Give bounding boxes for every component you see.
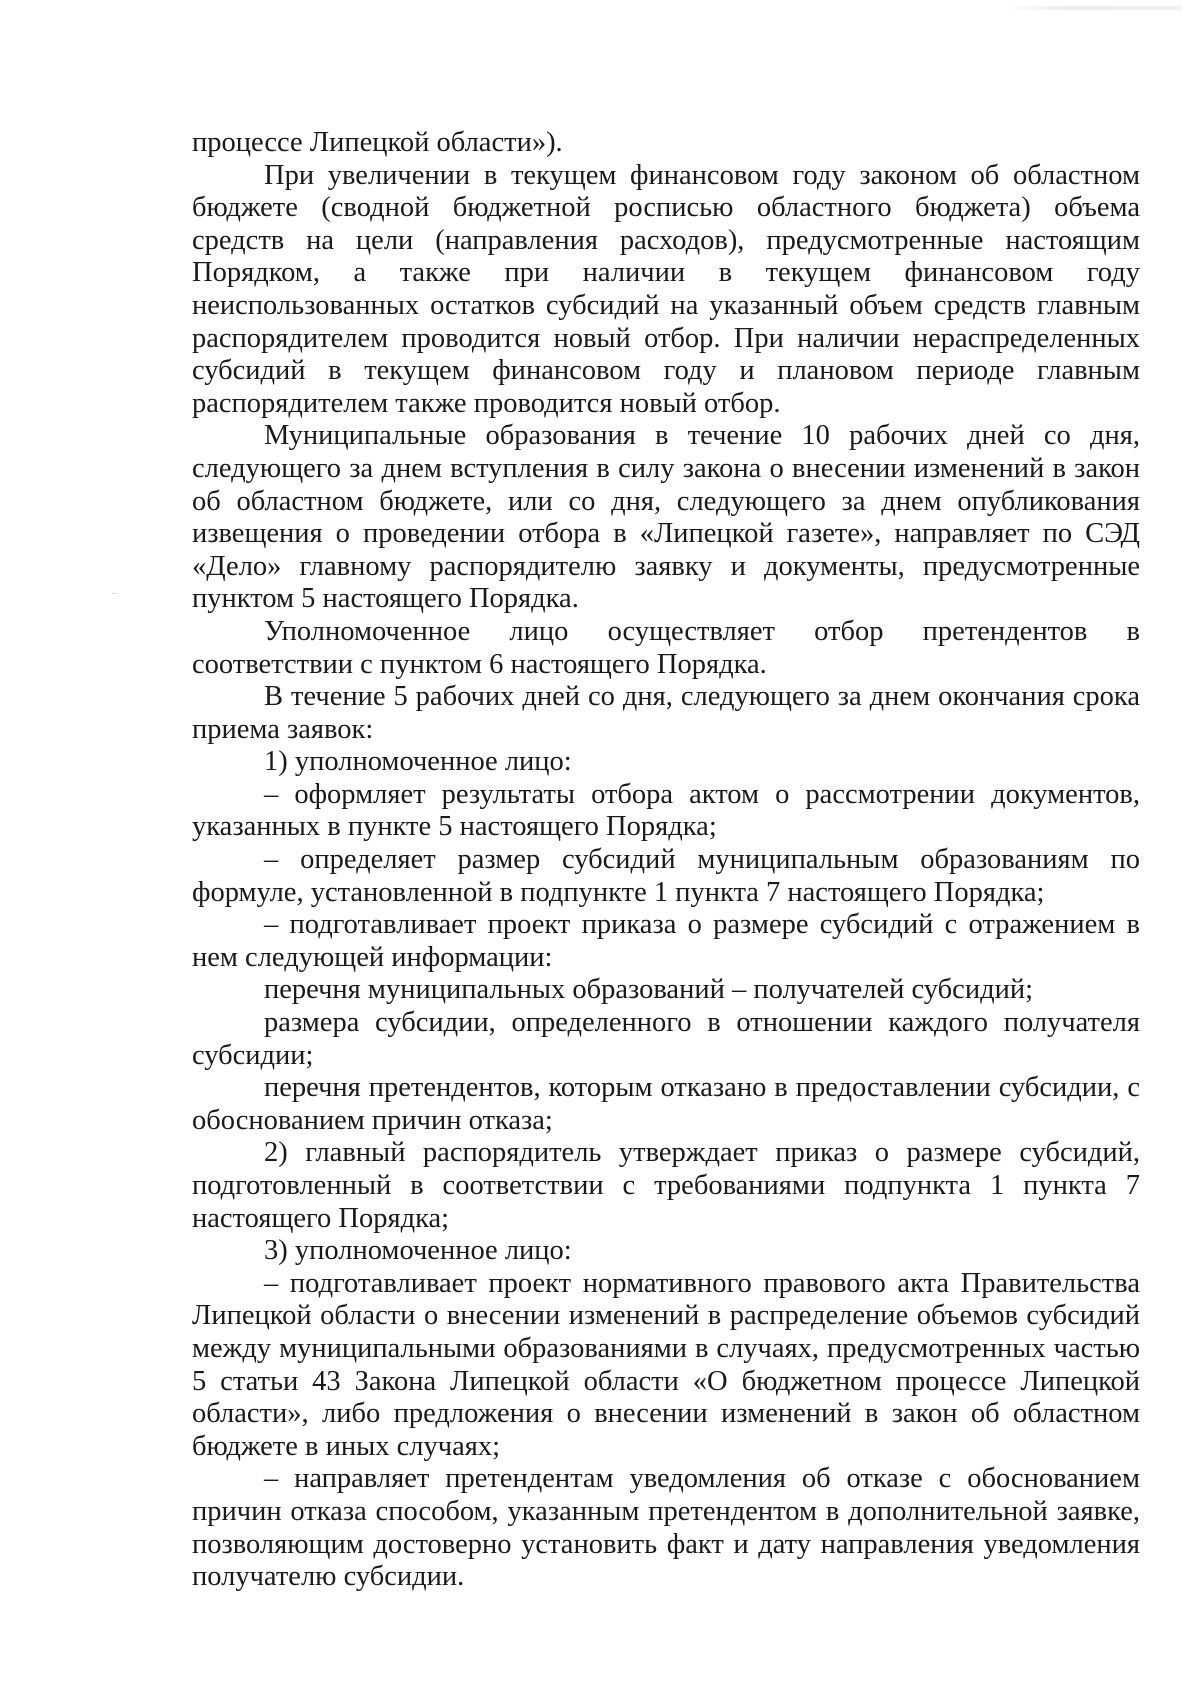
paragraph: – направляет претендентам уведомления об отказе с обоснованием причин отказа способом, указанным претендентом в дополнительной заявке, позволяющим достоверно установить факт и дату направления уведомления получателю субсидии. [192, 1463, 1140, 1593]
paragraph: – определяет размер субсидий муниципальным образованиям по формуле, установленной в подпункте 1 пункта 7 настоящего Порядка; [192, 844, 1140, 908]
paragraph: перечня претендентов, которым отказано в предоставлении субсидии, с обоснованием причин отказа; [192, 1072, 1140, 1136]
paragraph: В течение 5 рабочих дней со дня, следующего за днем окончания срока приема заявок: [192, 681, 1140, 745]
paragraph: При увеличении в текущем финансовом году законом об областном бюджете (сводной бюджетной росписью областного бюджета) объема средств на цели (направления расходов), предусмотренные настоящим Порядком, а также при наличии в текущем финансовом году неиспользованных остатков субсидий на указанный объем средств главным распорядителем проводится новый отбор. При наличии нераспределенных субсидий в текущем финансовом году и плановом периоде главным распорядителем также проводится новый отбор. [192, 159, 1140, 419]
paragraph: 2) главный распорядитель утверждает приказ о размере субсидий, подготовленный в соответствии с требованиями подпункта 1 пункта 7 настоящего Порядка; [192, 1137, 1140, 1234]
document-body [192, 127, 1140, 1594]
scan-artifact [1002, 6, 1182, 10]
paragraph: перечня муниципальных образований – получателей субсидий; [264, 974, 1033, 1006]
paragraph: 1) уполномоченное лицо: [264, 746, 572, 778]
paragraph: – оформляет результаты отбора актом о рассмотрении документов, указанных в пункте 5 настоящего Порядка; [192, 778, 1140, 843]
paragraph: размера субсидии, определенного в отношении каждого получателя субсидии; [192, 1007, 1140, 1071]
paragraph: 3) уполномоченное лицо: [264, 1235, 572, 1267]
paragraph: процессе Липецкой области»). [192, 127, 563, 158]
paragraph: Уполномоченное лицо осуществляет отбор претендентов в соответствии с пунктом 6 настоящего Порядка. [192, 615, 1140, 680]
paragraph: – подготавливает проект приказа о размере субсидий с отражением в нем следующей информации: [192, 909, 1140, 973]
scan-artifact-dot [112, 593, 118, 594]
paragraph: – подготавливает проект нормативного правового акта Правительства Липецкой области о внесении изменений в распределение объемов субсидий между муниципальными образованиями в случаях, предусмотренных частью 5 статьи 43 Закона Липецкой области «О бюджетном процессе Липецкой области», либо предложения о внесении изменений в закон об областном бюджете в иных случаях; [192, 1267, 1140, 1462]
paragraph: Муниципальные образования в течение 10 рабочих дней со дня, следующего за днем вступления в силу закона о внесении изменений в закон об областном бюджете, или со дня, следующего за днем опубликования извещения о проведении отбора в «Липецкой газете», направляет по СЭД «Дело» главному распорядителю заявку и документы, предусмотренные пунктом 5 настоящего Порядка. [192, 420, 1140, 615]
